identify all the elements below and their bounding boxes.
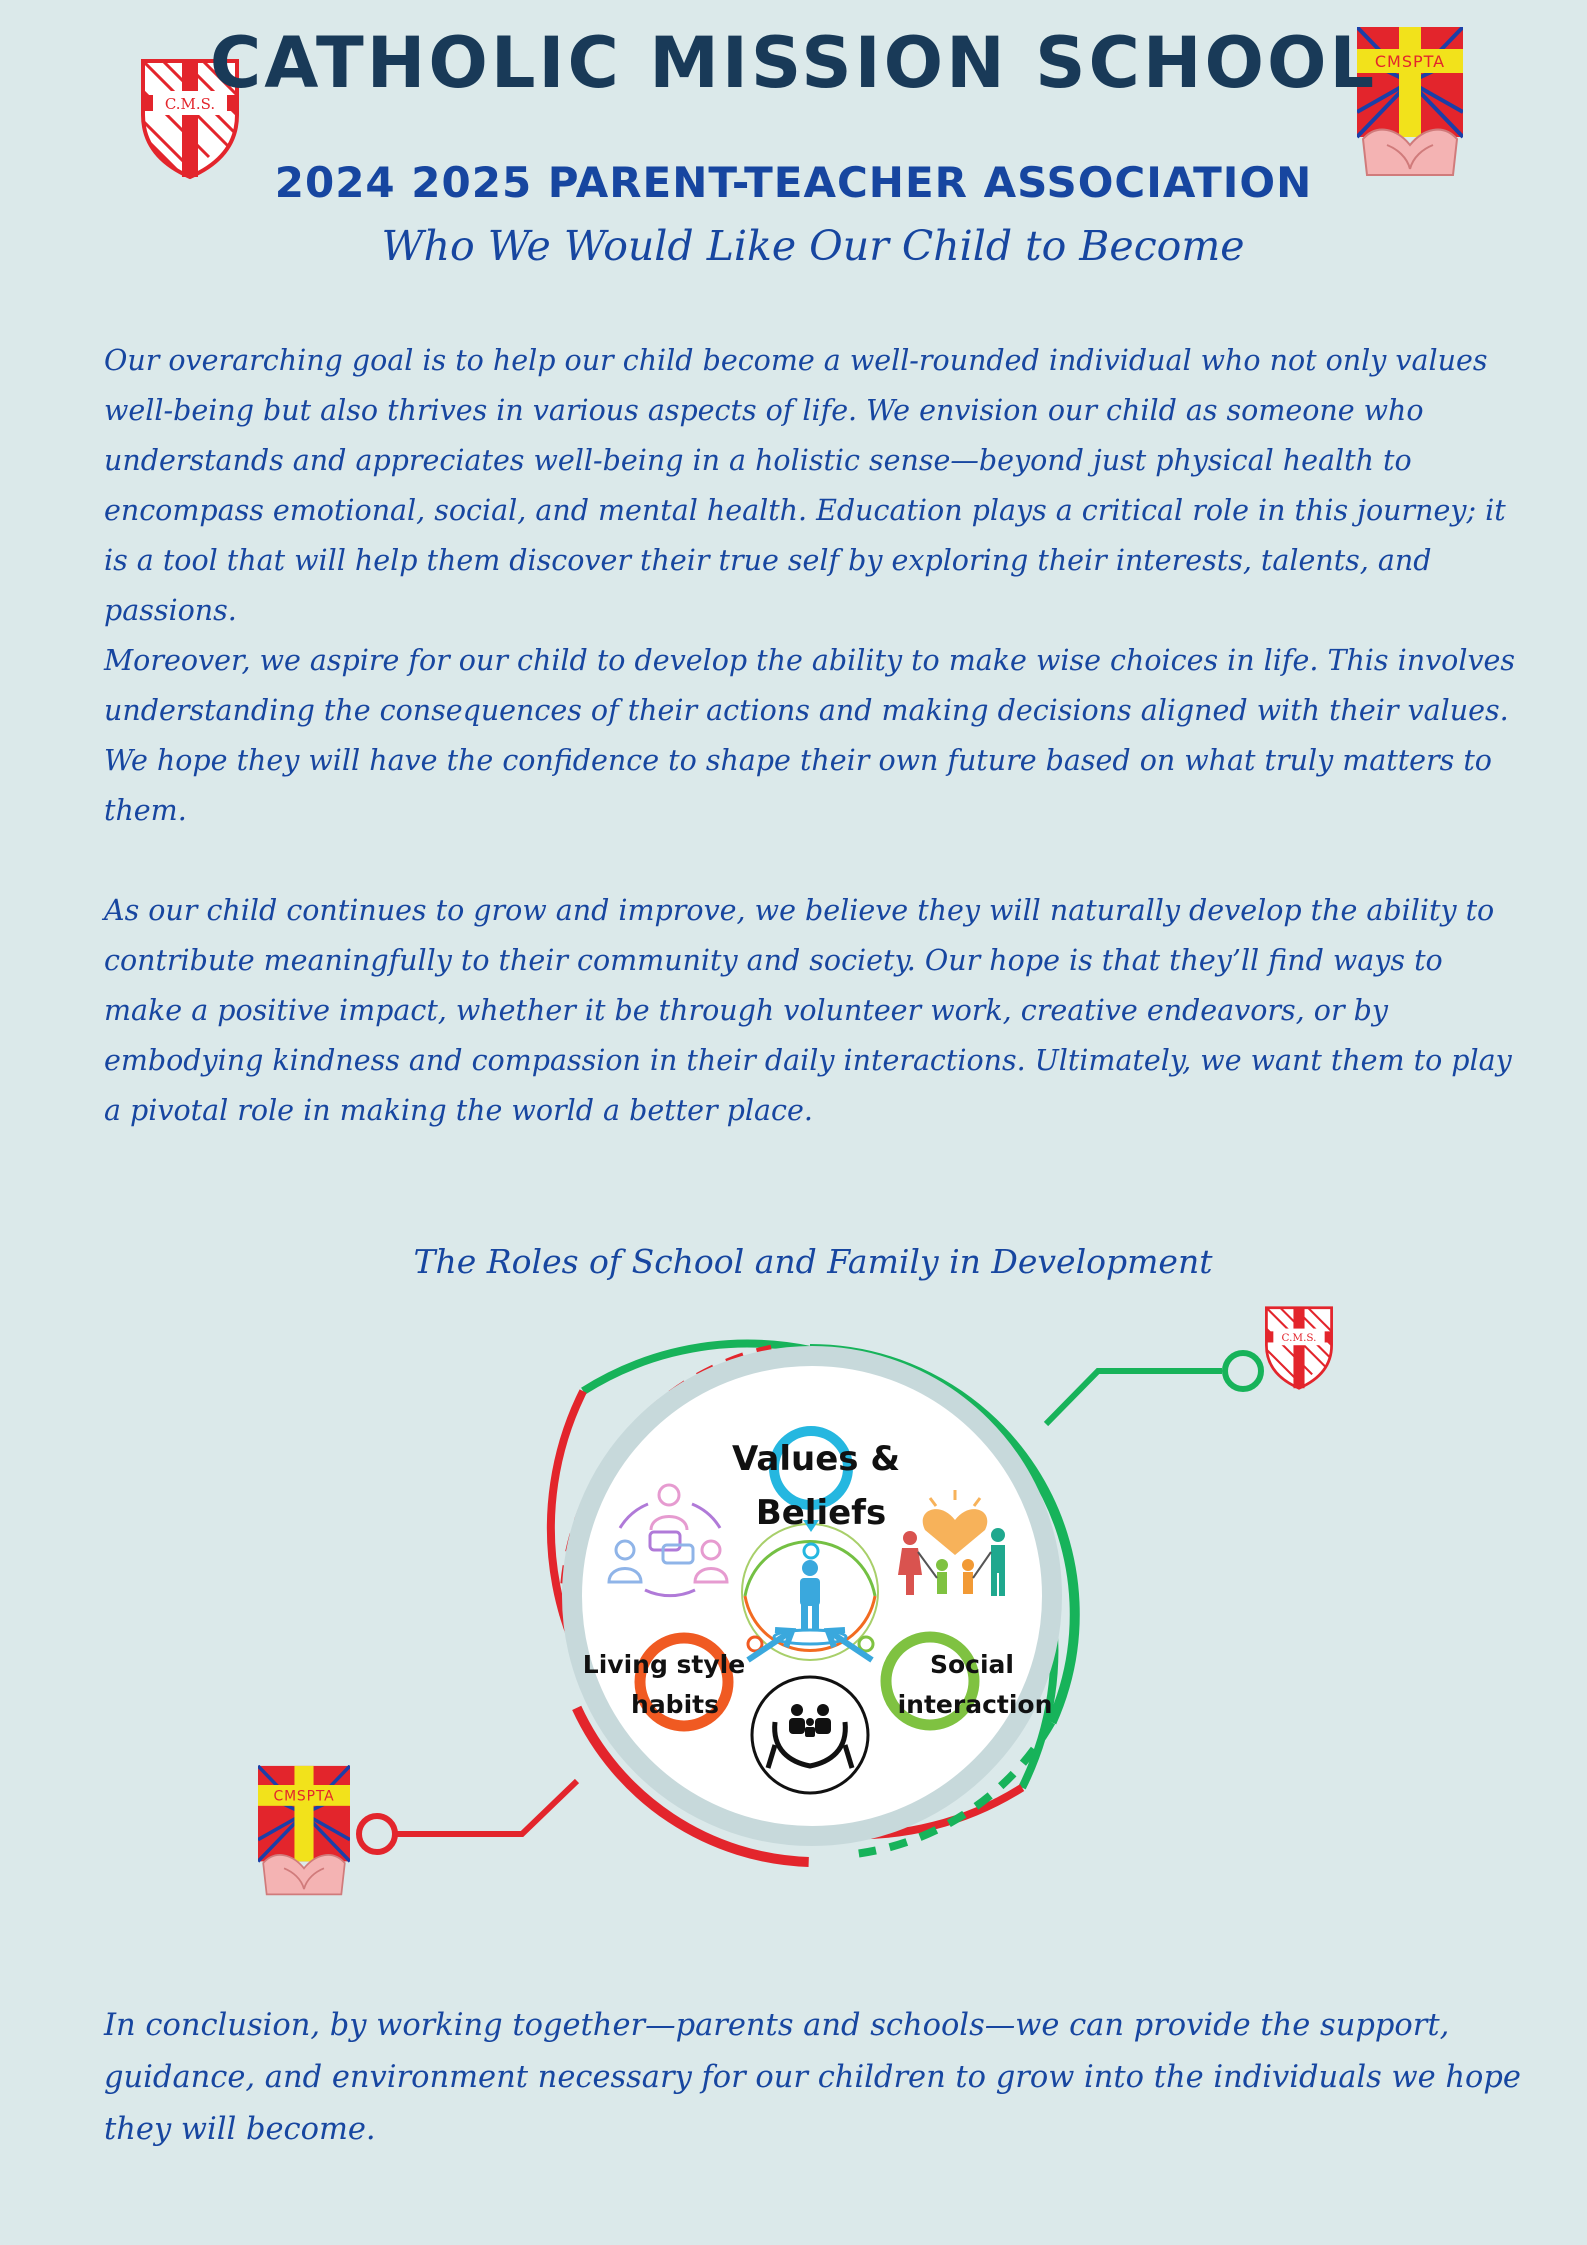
paragraph-1: Our overarching goal is to help our child become a well-rounded individual who not only values well-being but also thrives in various aspects of life. We envision our child as someone who understands and appreciates well-being in a holistic sense—beyond just physical health to encompass emotional, social, and mental health. Education plays a critical role in this journey; it is a tool that will help them discover their true self by exploring their interests, talents, and passions. — [104, 344, 1506, 627]
cms-small-logo-text: C.M.S. — [1281, 1332, 1317, 1345]
values-label-line2: Beliefs — [755, 1493, 887, 1533]
paragraph-2: Moreover, we aspire for our child to develop the ability to make wise choices in life. This involves understanding the consequences of their actions and making decisions aligned with their values. We hope they will have the confidence to shape their own future based on what truly matters to them. — [104, 644, 1516, 827]
green-connector-node — [1225, 1353, 1261, 1389]
paragraph-3: As our child continues to grow and improve, we believe they will naturally develop the ability to contribute meaningfully to their community and society. Our hope is that they’ll find ways to make a positive impact, whether it be through volunteer work, creative endeavors, or by embodying kindness and compassion in their daily interactions. Ultimately, we want them to play a pivotal role in making the world a better place. — [104, 894, 1512, 1127]
page-subtitle: 2024 2025 PARENT-TEACHER ASSOCIATION — [274, 158, 1313, 207]
cms-logo-text: C.M.S. — [164, 95, 216, 113]
cmspta-logo-text: CMSPTA — [1374, 52, 1446, 71]
values-label-line1: Values & — [731, 1439, 901, 1479]
section-title: The Roles of School and Family in Development — [413, 1242, 1213, 1281]
living-style-label-line2: habits — [631, 1690, 719, 1719]
living-style-label-line1: Living style — [582, 1650, 746, 1679]
cms-crest-small-logo — [1263, 1305, 1335, 1391]
family-hands-icon — [752, 1677, 868, 1793]
page-title: CATHOLIC MISSION SCHOOL — [209, 22, 1378, 104]
cmspta-crest-small-logo — [258, 1765, 350, 1897]
red-connector-line — [396, 1781, 577, 1834]
red-connector-node — [359, 1816, 395, 1852]
cmspta-small-logo-text: CMSPTA — [273, 1788, 335, 1805]
social-label-line1: Social — [929, 1650, 1015, 1679]
page-tagline: Who We Would Like Our Child to Become — [381, 222, 1245, 270]
development-diagram — [0, 1280, 1587, 1920]
conclusion-paragraph: In conclusion, by working together—parents and schools—we can provide the support, guidance, and environment necessary for our children to grow into the individuals we hope they will become. — [104, 2008, 1521, 2147]
green-connector-line — [1046, 1371, 1222, 1424]
social-label-line2: interaction — [897, 1690, 1053, 1719]
